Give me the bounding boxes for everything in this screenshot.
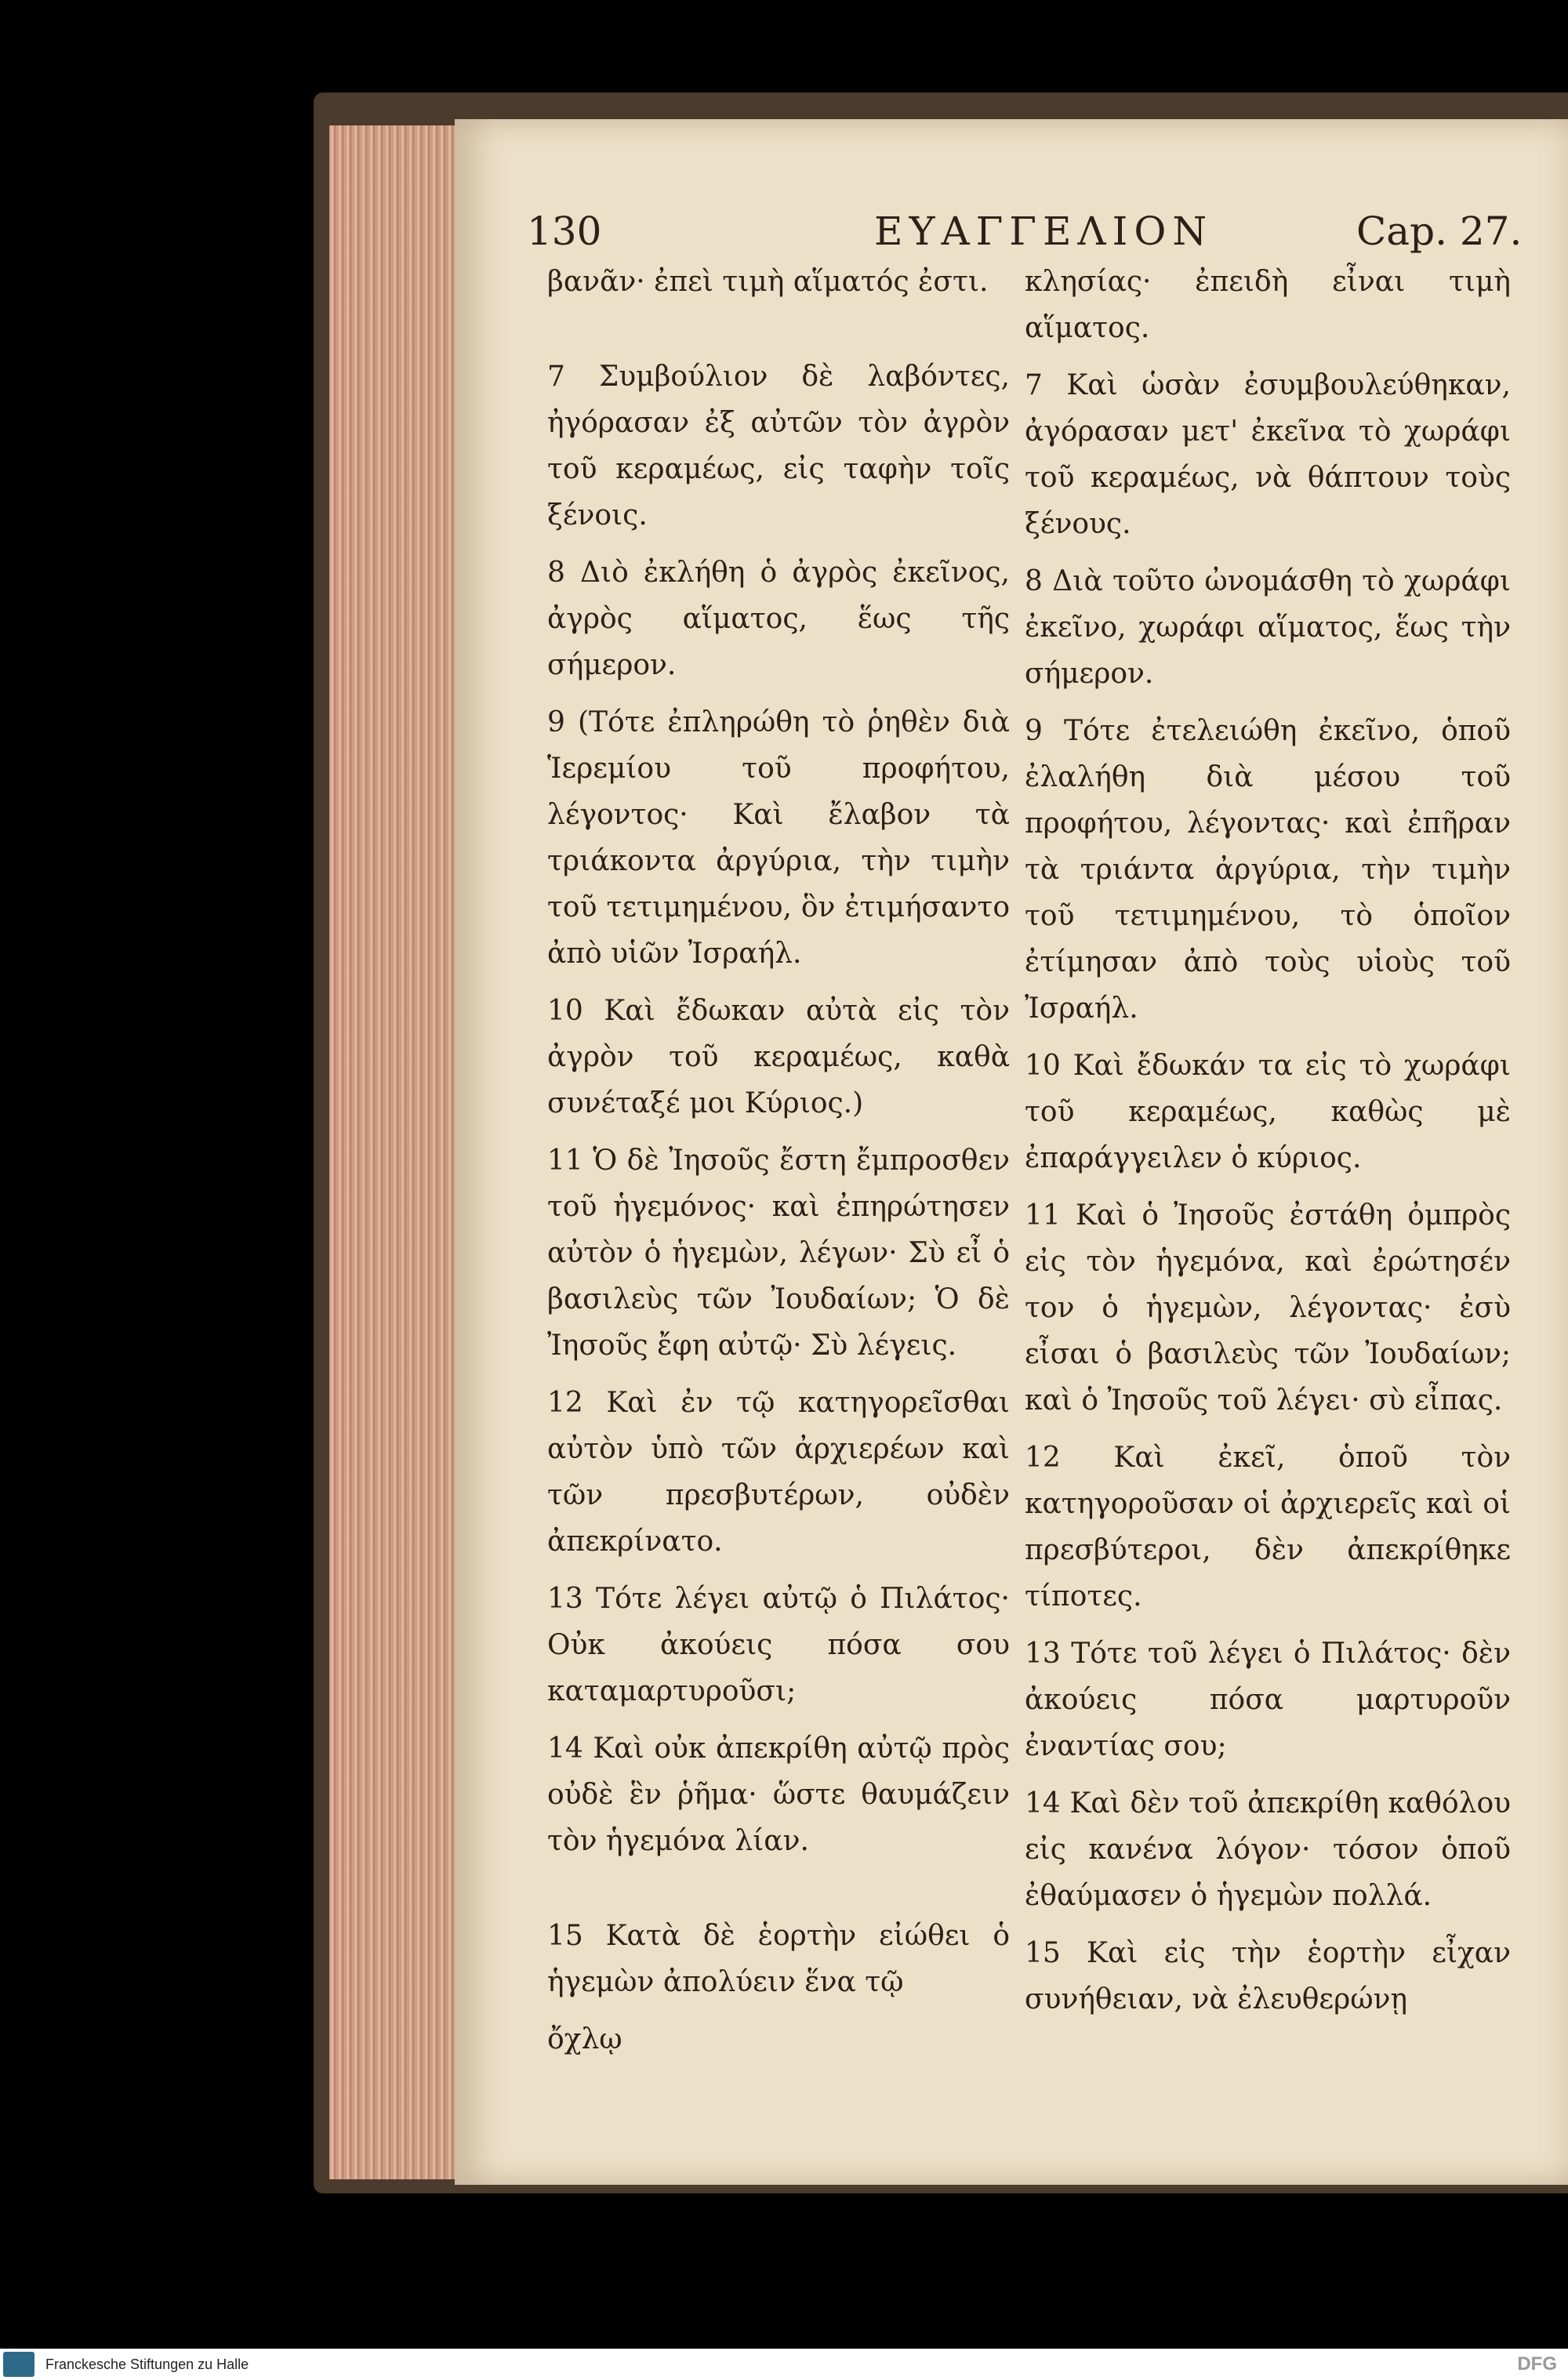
verse-9: 9 Τότε ἐτελειώθη ἐκεῖνο, ὁποῦ ἐλαλήθη διὰ μέσου τοῦ προφήτου, λέγοντας· καὶ ἐπῆραν τὰ τριάντα ἀργύρια, τὴν τιμὴν τοῦ τετιμημένου, τὸ ὁποῖον ἐτίμησαν ἀπὸ τοὺς υἱοὺς τοῦ Ἰσραήλ.: [1025, 715, 1511, 1025]
verse-10: 10 Καὶ ἔδωκαν αὐτὰ εἰς τὸν ἀγρὸν τοῦ κεραμέως, καθὰ συνέταξέ μοι Κύριος.): [547, 995, 1010, 1119]
verse-13: 13 Τότε τοῦ λέγει ὁ Πιλάτος· δὲν ἀκούεις πόσα μαρτυροῦν ἐναντίας σου;: [1025, 1638, 1511, 1762]
chapter-label: Cap. 27.: [1356, 209, 1523, 254]
verse-12: 12 Καὶ ἐκεῖ, ὁποῦ τὸν κατηγοροῦσαν οἱ ἀρχιερεῖς καὶ οἱ πρεσβύτεροι, δὲν ἀπεκρίθηκε τίποτες.: [1025, 1442, 1511, 1613]
verse-10: 10 Καὶ ἔδωκάν τα εἰς τὸ χωράφι τοῦ κεραμέως, καθὼς μὲ ἐπαράγγειλεν ὁ κύριος.: [1025, 1050, 1511, 1174]
library-logo-icon: [3, 2352, 34, 2377]
verse-14: 14 Καὶ οὐκ ἀπεκρίθη αὐτῷ πρὸς οὐδὲ ἓν ῥῆμα· ὥστε θαυμάζειν τὸν ἡγεμόνα λίαν.: [547, 1732, 1010, 1857]
verse-9: 9 (Τότε ἐπληρώθη τὸ ῥηθὲν διὰ Ἱερεμίου τοῦ προφήτου, λέγοντος· Καὶ ἔλαβον τὰ τριάκοντα ἀργύρια, τὴν τιμὴν τοῦ τετιμημένου, ὃν ἐτιμήσαντο ἀπὸ υἱῶν Ἰσραήλ.: [547, 706, 1010, 970]
page-number: 130: [527, 209, 602, 254]
verse-7: 7 Καὶ ὡσὰν ἐσυμβουλεύθηκαν, ἀγόρασαν μετ' ἐκεῖνα τὸ χωράφι τοῦ κεραμέως, νὰ θάπτουν τοὺς ξένους.: [1025, 369, 1511, 540]
verse-15: 15 Καὶ εἰς τὴν ἑορτὴν εἶχαν συνήθειαν, νὰ ἐλευθερώνῃ: [1025, 1937, 1511, 2015]
footer-bar: [0, 2349, 1568, 2380]
vernacular-column: [1025, 259, 1511, 2034]
page-edges: [329, 125, 458, 2179]
verse-8: 8 Διὰ τοῦτο ὠνομάσθη τὸ χωράφι ἐκεῖνο, χωράφι αἵματος, ἕως τὴν σήμερον.: [1025, 565, 1511, 690]
verse-text: βανᾶν· ἐπεὶ τιμὴ αἵματός ἐστι.: [547, 266, 989, 298]
verse-12: 12 Καὶ ἐν τῷ κατηγορεῖσθαι αὐτὸν ὑπὸ τῶν ἀρχιερέων καὶ τῶν πρεσβυτέρων, οὐδὲν ἀπεκρίνατο.: [547, 1387, 1010, 1558]
verse-7: 7 Συμβούλιον δὲ λαβόντες, ἠγόρασαν ἐξ αὐτῶν τὸν ἀγρὸν τοῦ κεραμέως, εἰς ταφὴν τοῖς ξένοις.: [547, 361, 1010, 532]
catchword: ὄχλῳ: [547, 2023, 622, 2055]
greek-column: [547, 259, 1010, 2073]
verse-11: 11 Ὁ δὲ Ἰησοῦς ἔστη ἔμπροσθεν τοῦ ἡγεμόνος· καὶ ἐπηρώτησεν αὐτὸν ὁ ἡγεμὼν, λέγων· Σὺ εἶ ὁ βασιλεὺς τῶν Ἰουδαίων; Ὁ δὲ Ἰησοῦς ἔφη αὐτῷ· Σὺ λέγεις.: [547, 1145, 1010, 1362]
verse-8: 8 Διὸ ἐκλήθη ὁ ἀγρὸς ἐκεῖνος, ἀγρὸς αἵματος, ἕως τῆς σήμερον.: [547, 557, 1010, 681]
footer-dfg-logo: DFG: [1517, 2353, 1557, 2375]
verse-13: 13 Τότε λέγει αὐτῷ ὁ Πιλάτος· Οὐκ ἀκούεις πόσα σου καταμαρτυροῦσι;: [547, 1583, 1010, 1707]
verse-text: κλησίας· ἐπειδὴ εἶναι τιμὴ αἵματος.: [1025, 266, 1511, 344]
running-title: ΕΥΑΓΓΕΛΙΟΝ: [874, 209, 1214, 254]
verse-14: 14 Καὶ δὲν τοῦ ἀπεκρίθη καθόλου εἰς κανένα λόγον· τόσον ὁποῦ ἐθαύμασεν ὁ ἡγεμὼν πολλά.: [1025, 1787, 1511, 1912]
verse-15: 15 Κατὰ δὲ ἑορτὴν εἰώθει ὁ ἡγεμὼν ἀπολύειν ἕνα τῷ: [547, 1920, 1010, 1998]
verse-11: 11 Καὶ ὁ Ἰησοῦς ἐστάθη ὀμπρὸς εἰς τὸν ἡγεμόνα, καὶ ἐρώτησέν τον ὁ ἡγεμὼν, λέγοντας· ἐσὺ εἶσαι ὁ βασιλεὺς τῶν Ἰουδαίων; καὶ ὁ Ἰησοῦς τοῦ λέγει· σὺ εἶπας.: [1025, 1199, 1511, 1417]
footer-source: Franckesche Stiftungen zu Halle: [45, 2356, 249, 2372]
